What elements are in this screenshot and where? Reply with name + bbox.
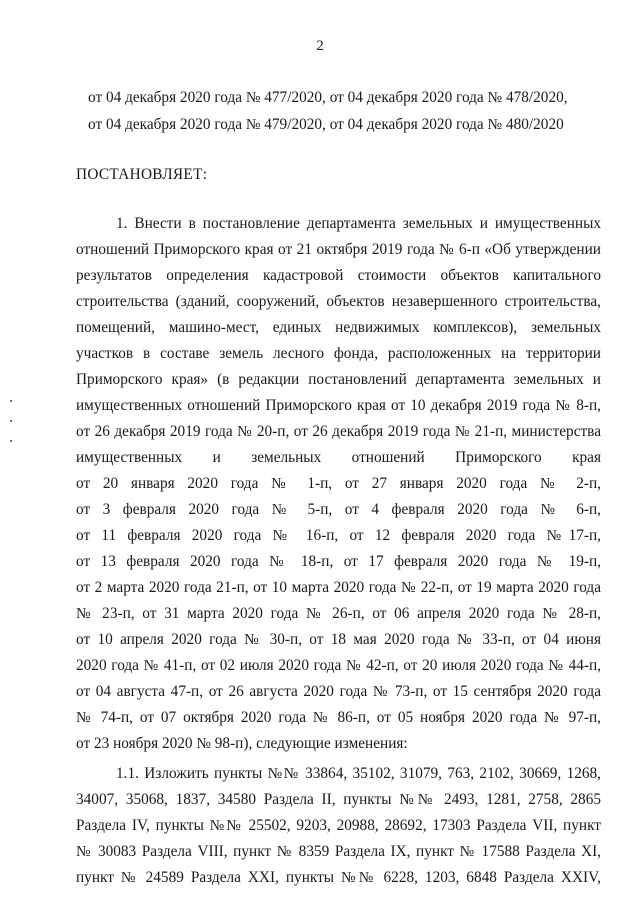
paragraph-line: 2020 года № 41-п, от 02 июля 2020 года № 42-п, от 20 июля 2020 года № 44-п, [76,657,601,674]
preamble-line: от 04 декабря 2020 года № 477/2020, от 04 декабря 2020 года № 478/2020, [88,89,568,106]
paragraph-line: от 20 января 2020 года № 1-п, от 27 января 2020 года № 2-п, [76,475,601,492]
paragraph-line: 34007, 35068, 1837, 34580 Раздела II, пункты №№ 2493, 1281, 2758, 2865 [76,791,601,808]
paragraph-line: участков в составе земель лесного фонда, расположенных на территории [76,345,601,362]
paragraph-line: Приморского края» (в редакции постановлений департамента земельных и [76,371,601,388]
paragraph-line: № 30083 Раздела VIII, пункт № 8359 Раздела IX, пункт № 17588 Раздела XI, [76,843,601,860]
paragraph-line: имущественных и земельных отношений Приморского края [76,449,601,466]
paragraph-line: Раздела IV, пункты №№ 25502, 9203, 20988, 28692, 17303 Раздела VII, пункт [76,817,601,834]
paragraph-line: отношений Приморского края от 21 октября 2019 года № 6-п «Об утверждении [76,241,601,258]
page-number: 2 [316,38,324,54]
paragraph-line: помещений, машино-мест, единых недвижимых комплексов), земельных [76,319,601,336]
paragraph-line: № 74-п, от 07 октября 2020 года № 86-п, от 05 ноября 2020 года № 97-п, [76,709,601,726]
paragraph-line: от 2 марта 2020 года 21-п, от 10 марта 2020 года № 22-п, от 19 марта 2020 года [76,579,601,596]
preamble-line: от 04 декабря 2020 года № 479/2020, от 04 декабря 2020 года № 480/2020 [88,116,564,133]
paragraph-line: строительства (зданий, сооружений, объектов незавершенного строительства, [76,293,601,310]
paragraph-line: от 3 февраля 2020 года № 5-п, от 4 февраля 2020 года № 6-п, [76,501,601,518]
paragraph-line: от 23 ноября 2020 № 98-п), следующие изменения: [76,735,408,752]
heading-postanovlyaet: ПОСТАНОВЛЯЕТ: [76,166,208,183]
paragraph-line: от 13 февраля 2020 года № 18-п, от 17 февраля 2020 года № 19-п, [76,553,601,570]
paragraph-line: от 04 августа 47-п, от 26 августа 2020 года № 73-п, от 15 сентября 2020 года [76,683,601,700]
paragraph-line: от 26 декабря 2019 года № 20-п, от 26 декабря 2019 года № 21-п, министерства [76,423,601,440]
paragraph-line: 1.1. Изложить пункты №№ 33864, 35102, 31079, 763, 2102, 30669, 1268, [116,765,601,782]
scan-mark [10,420,12,422]
paragraph-line: от 10 апреля 2020 года № 30-п, от 18 мая 2020 года № 33-п, от 04 июня [76,631,601,648]
paragraph-line: результатов определения кадастровой стоимости объектов капитального [76,267,601,284]
paragraph-line: № 23-п, от 31 марта 2020 года № 26-п, от 06 апреля 2020 года № 28-п, [76,605,601,622]
paragraph-line: 1. Внести в постановление департамента земельных и имущественных [116,215,601,232]
scan-mark [10,440,12,442]
paragraph-line: от 11 февраля 2020 года № 16-п, от 12 февраля 2020 года №17-п, [76,527,601,544]
paragraph-line: пункт № 24589 Раздела XXI, пункты №№ 6228, 1203, 6848 Раздела XXIV, [76,869,601,886]
scan-mark [10,400,12,402]
paragraph-line: имущественных отношений Приморского края от 10 декабря 2019 года № 8-п, [76,397,601,414]
